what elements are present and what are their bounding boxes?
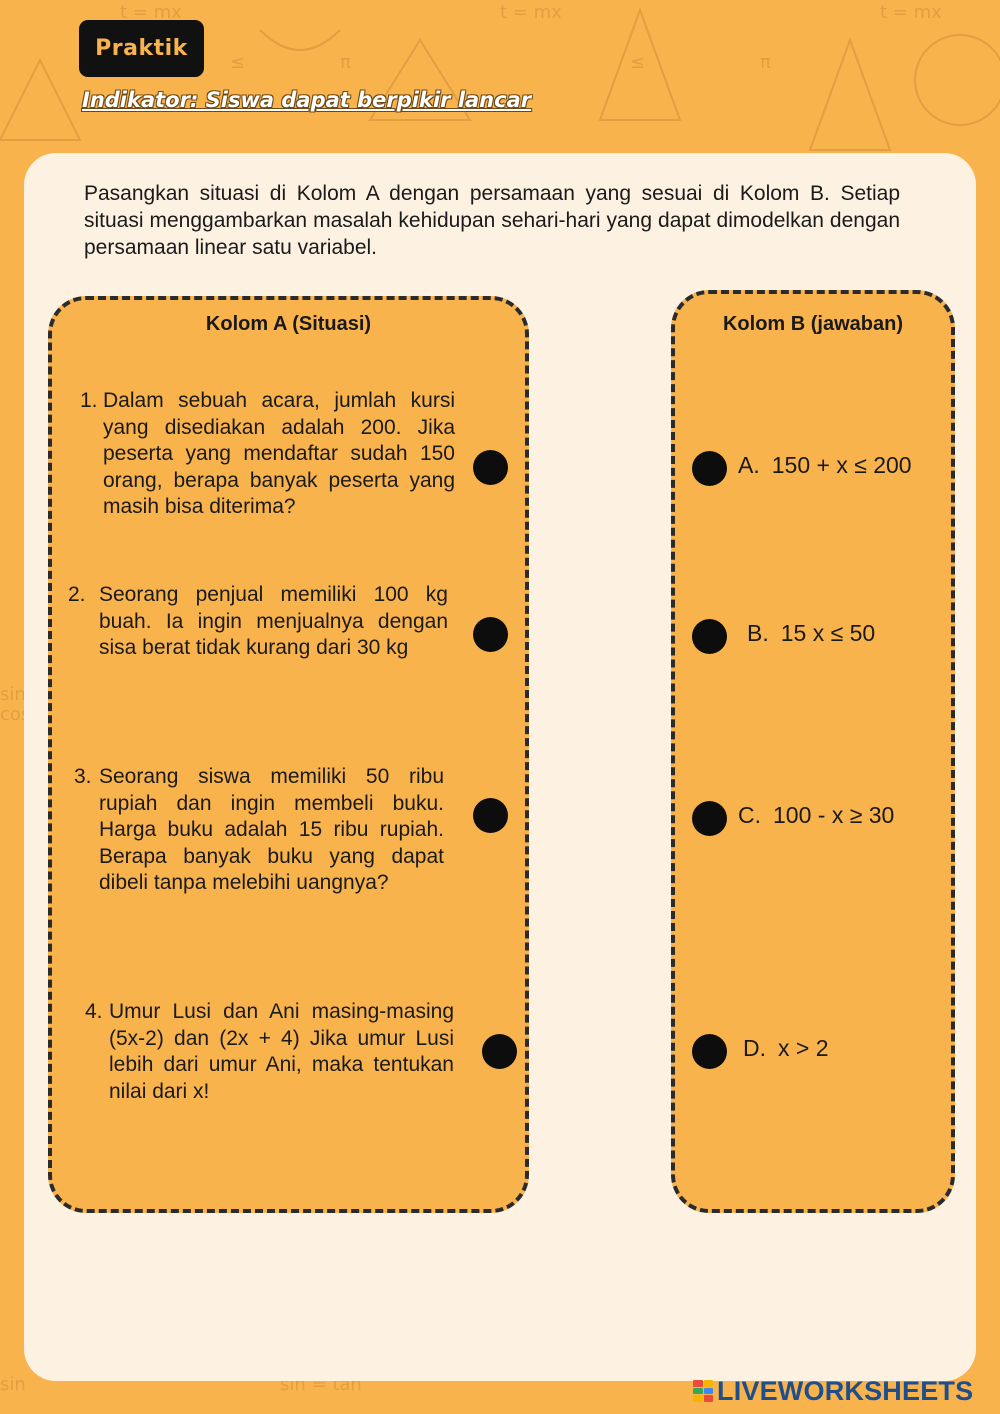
- svg-text:t = mx: t = mx: [500, 2, 562, 23]
- answer-letter: B.: [747, 620, 769, 646]
- svg-text:t = mx: t = mx: [120, 2, 182, 23]
- situation-text: Umur Lusi dan Ani masing-masing (5x-2) dan (2x + 4) Jika umur Lusi lebih dari umur Ani, maka tentukan nilai dari x!: [109, 1000, 454, 1103]
- match-dot-situation-4[interactable]: [482, 1034, 517, 1069]
- column-b-title: Kolom B (jawaban): [722, 313, 903, 335]
- situation-item-1: [80, 388, 455, 528]
- answer-letter: A.: [738, 452, 760, 478]
- answer-equation: 15 x ≤ 50: [780, 620, 876, 646]
- match-dot-situation-2[interactable]: [473, 617, 508, 652]
- answer-equation: 100 - x ≥ 30: [773, 802, 895, 828]
- situation-number: 4.: [85, 1000, 103, 1023]
- match-dot-situation-3[interactable]: [473, 798, 508, 833]
- indicator-text: Indikator: Siswa dapat berpikir lancar: [82, 88, 532, 112]
- svg-text:sin: sin: [0, 684, 26, 705]
- situation-item-2: [68, 582, 450, 692]
- situation-text: Seorang siswa memiliki 50 ribu rupiah dan ingin membeli buku. Harga buku adalah 15 ribu rupiah. Berapa banyak buku yang dapat dibeli tanpa melebihi uangnya?: [99, 765, 444, 894]
- situation-number: 2.: [68, 583, 86, 606]
- match-dot-answer-b[interactable]: [692, 619, 727, 654]
- svg-text:sin: sin: [0, 1374, 26, 1395]
- instruction-text: Pasangkan situasi di Kolom A dengan persamaan yang sesuai di Kolom B. Setiap situasi menggambarkan masalah kehidupan sehari-hari yang dapat dimodelkan dengan persamaan linear satu variabel.: [84, 182, 900, 259]
- liveworksheets-logo-icon: [693, 1380, 713, 1402]
- logo-text: LIVEWORKSHEETS: [717, 1375, 974, 1406]
- svg-text:cos: cos: [0, 704, 31, 725]
- praktik-badge: [79, 20, 204, 77]
- match-dot-answer-d[interactable]: [692, 1034, 727, 1069]
- svg-text:t = mx: t = mx: [880, 2, 942, 23]
- situation-item-3: [74, 764, 446, 924]
- answer-equation: x > 2: [778, 1035, 829, 1061]
- svg-text:≤: ≤: [630, 52, 646, 73]
- situation-text: Dalam sebuah acara, jumlah kursi yang disediakan adalah 200. Jika peserta yang mendaftar sudah 150 orang, berapa banyak peserta yang masih bisa diterima?: [103, 389, 455, 518]
- svg-text:π: π: [760, 52, 771, 73]
- situation-number: 3.: [74, 765, 92, 788]
- liveworksheets-logo[interactable]: [693, 1376, 973, 1406]
- answer-letter: D.: [743, 1035, 766, 1061]
- answer-d: [743, 1035, 829, 1062]
- situation-text: Seorang penjual memiliki 100 kg buah. Ia ingin menjualnya dengan sisa berat tidak kurang dari 30 kg: [99, 583, 448, 659]
- column-b-box: [671, 290, 955, 1213]
- svg-text:π: π: [340, 52, 351, 73]
- match-dot-answer-c[interactable]: [692, 801, 727, 836]
- match-dot-situation-1[interactable]: [473, 450, 508, 485]
- situation-item-4: [85, 999, 455, 1109]
- svg-text:sin = tan: sin = tan: [280, 1374, 362, 1395]
- answer-letter: C.: [738, 802, 761, 828]
- situation-number: 1.: [80, 389, 98, 412]
- praktik-label: Praktik: [95, 36, 188, 61]
- answer-equation: 150 + x ≤ 200: [771, 452, 912, 478]
- answer-b: [747, 620, 875, 647]
- column-a-title: Kolom A (Situasi): [205, 313, 372, 335]
- answer-c: [738, 802, 894, 829]
- svg-text:≤: ≤: [230, 52, 246, 73]
- match-dot-answer-a[interactable]: [692, 451, 727, 486]
- answer-a: [738, 452, 912, 479]
